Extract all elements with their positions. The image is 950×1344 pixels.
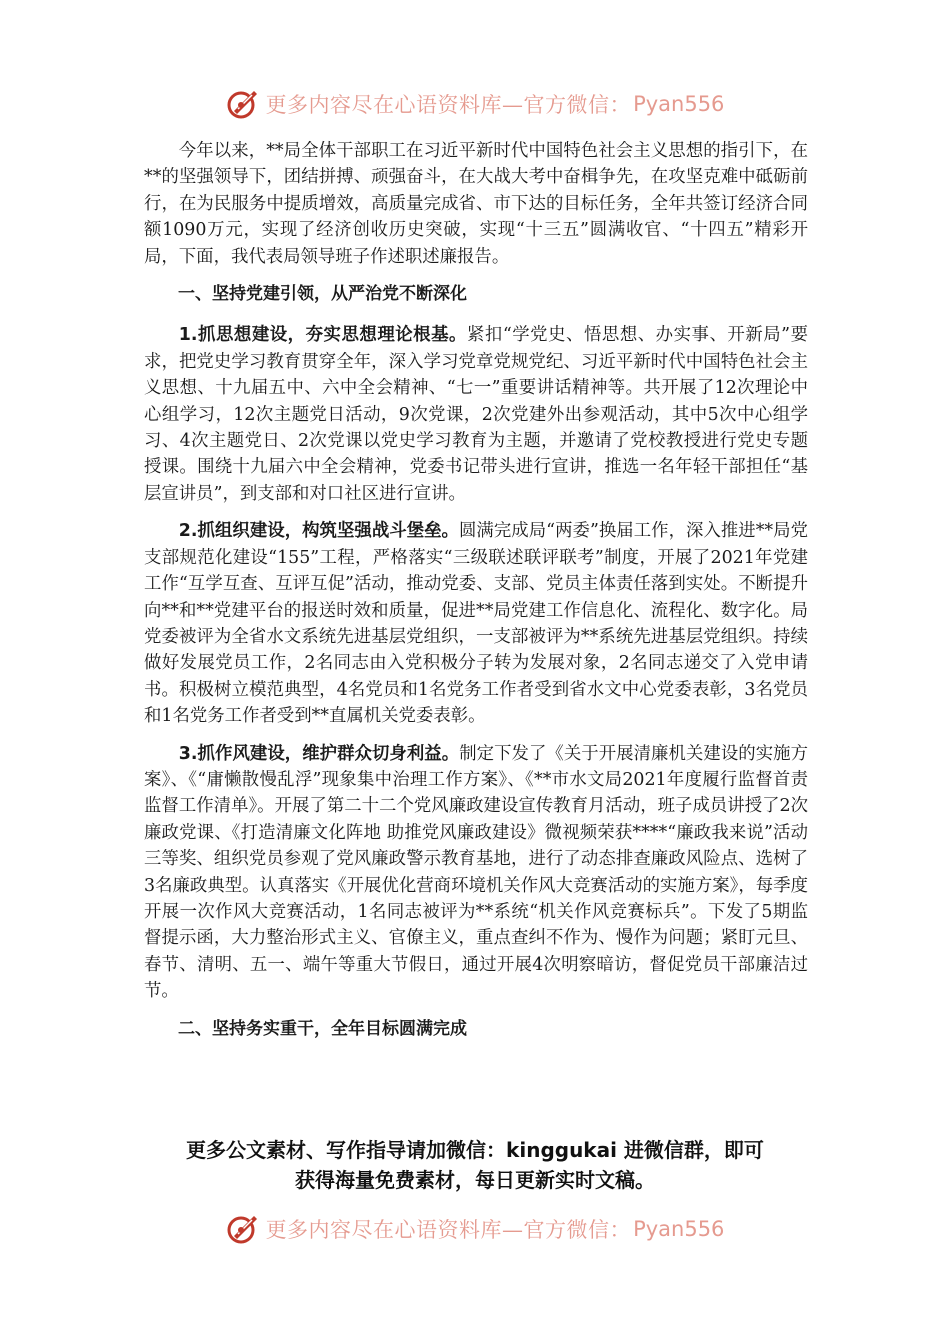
footer-banner-text: 更多内容尽在心语资料库—官方微信： [265,1218,632,1242]
item2-body: 圆满完成局“两委”换届工作，深入推进**局党支部规范化建设“155”工程，严格落实“三级联述联评联考”制度，开展了2021年党建工作“互学互查、互评互促”活动，推动党委、支部、党员主体责任落到实处。不断提升向**和**党建平台的报送时效和质量，促进**局党建工作信息化、流程化、数字化。局党委被评为全省水文系统先进基层党组织，一支部被评为**系统先进基层党组织。持续做好发展党员工作，2名同志由入党积极分子转为发展对象，2名同志递交了入党申请书。积极树立模范典型，4名党员和1名党务工作者受到省水文中心党委表彰，3名党员和1名党务工作者受到**直属机关党委表彰。 [144,521,808,727]
item3-lead: 3.抓作风建设，维护群众切身利益。 [178,743,460,764]
header-banner-text: 更多内容尽在心语资料库—官方微信： [265,93,632,117]
item1-lead: 1.抓思想建设，夯实思想理论根基。 [178,325,467,346]
item1-paragraph [144,322,808,507]
document-body [144,138,808,1057]
item1-body: 紧扣“学党史、悟思想、办实事、开新局”要求，把党史学习教育贯穿全年，深入学习党章党规党纪、习近平新时代中国特色社会主义思想、十九届五中、六中全会精神、“七一”重要讲话精神等。共开展了12次理论中心组学习，12次主题党日活动，9次党课，2次党建外出参观活动，其中5次中心组学习、4次主题党日、2次党课以党史学习教育为主题，并邀请了党校教授进行党史专题授课。围绕十九届六中全会精神，党委书记带头进行宣讲，推选一名年轻干部担任“基层宣讲员”，到支部和对口社区进行宣讲。 [144,325,808,504]
item3-paragraph [144,741,808,1005]
quill-logo-icon [226,87,260,121]
intro-paragraph: 今年以来，**局全体干部职工在习近平新时代中国特色社会主义思想的指引下，在**的坚强领导下，团结拼搏、顽强奋斗，在大战大考中奋楫争先，在攻坚克难中砥砺前行，在为民服务中提质增效，高质量完成省、市下达的目标任务，全年共签订经济合同额1090万元，实现了经济创收历史突破，实现“十三五”圆满收官、“十四五”精彩开局，下面，我代表局领导班子作述职述廉报告。 [144,141,808,267]
item2-paragraph [144,518,808,729]
section2-title: 二、坚持务实重干，全年目标圆满完成 [178,1018,467,1039]
header-banner [0,82,950,126]
header-wechat-id: Pyan556 [633,92,725,116]
item3-body: 制定下发了《关于开展清廉机关建设的实施方案》、《“庸懒散慢乱浮”现象集中治理工作方案》、《**市水文局2021年度履行监督首责监督工作清单》。开展了第二十二个党风廉政建设宣传教育月活动，班子成员讲授了2次廉政党课、《打造清廉文化阵地 助推党风廉政建设》微视频荣获****“廉政我来说”活动三等奖、组织党员参观了党风廉政警示教育基地，进行了动态排查廉政风险点、选树了3名廉政典型。认真落实《开展优化营商环境机关作风大竞赛活动的实施方案》，每季度开展一次作风大竞赛活动，1名同志被评为**系统“机关作风竞赛标兵”。下发了5期监督提示函，大力整治形式主义、官僚主义，重点查纠不作为、慢作为问题；紧盯元旦、春节、清明、五一、端午等重大节假日，通过开展4次明察暗访，督促党员干部廉洁过节。 [144,743,808,1002]
footer-wechat-id: Pyan556 [633,1217,725,1241]
quill-logo-icon [226,1212,260,1246]
promo-line-1: 更多公文素材、写作指导请加微信：kinggukai 进微信群，即可 [186,1138,764,1162]
item2-lead: 2.抓组织建设，构筑坚强战斗堡垒。 [178,521,459,542]
footer-banner [0,1207,950,1251]
section1-title: 一、坚持党建引领，从严治党不断深化 [178,284,467,305]
promo-block [0,1135,950,1195]
promo-line-2: 获得海量免费素材，每日更新实时文稿。 [295,1168,655,1192]
